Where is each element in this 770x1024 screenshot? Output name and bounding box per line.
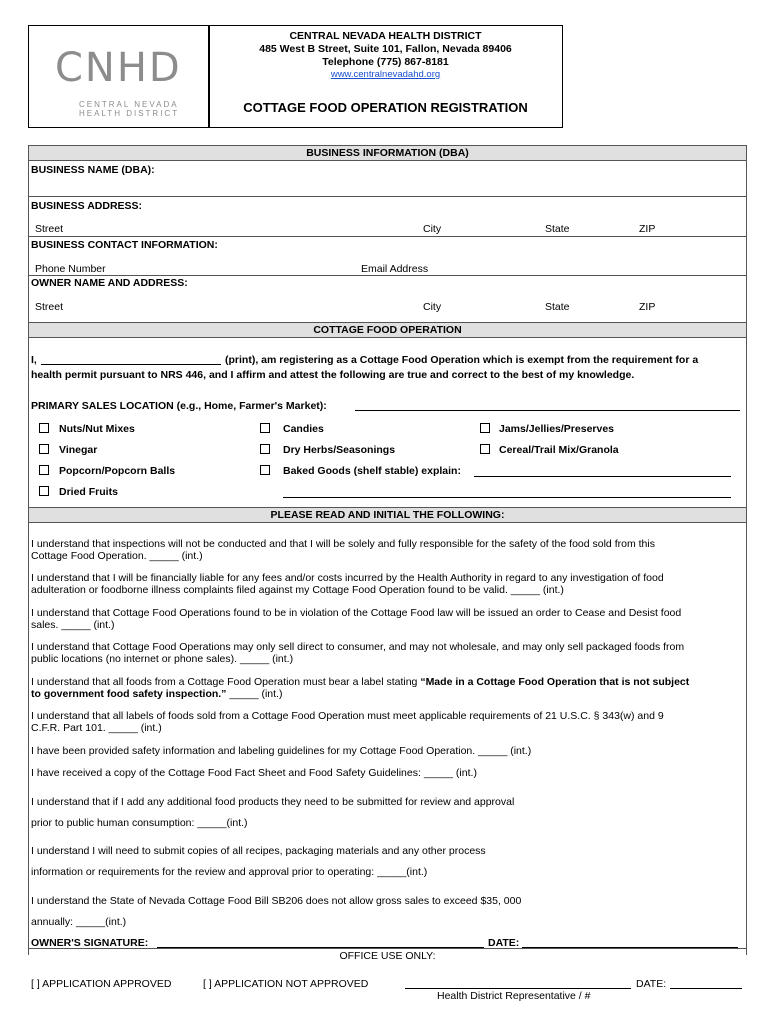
owner-signature-label: OWNER'S SIGNATURE: (31, 937, 149, 949)
cereal-label: Cereal/Trail Mix/Granola (499, 444, 619, 456)
attest-text: (print), am registering as a Cottage Food Operation which is exempt from the requirement for a (225, 354, 699, 366)
approved-option[interactable]: [ ] APPLICATION APPROVED (31, 978, 172, 990)
vinegar-checkbox[interactable] (39, 444, 49, 454)
frame-left (28, 145, 29, 955)
website-row (208, 69, 563, 81)
attest-text-2: health permit pursuant to NRS 446, and I affirm and attest the following are true and correct to the best of my knowledge. (31, 369, 635, 381)
statement-10a: I understand I will need to submit copies of all recipes, packaging materials and any other process (31, 845, 486, 857)
street-label: Street (35, 223, 64, 235)
statement-7: I have been provided safety information and labeling guidelines for my Cottage Food Operation. _____ (int.) (31, 745, 532, 757)
jams-checkbox[interactable] (480, 423, 490, 433)
herbs-label: Dry Herbs/Seasonings (283, 444, 396, 456)
frame-right (746, 145, 747, 955)
statement-3a: I understand that Cottage Food Operations found to be in violation of the Cottage Food law will be issued an order to Cease and Desist food (31, 607, 682, 619)
cereal-checkbox[interactable] (480, 444, 490, 454)
representative-line[interactable] (405, 988, 631, 989)
statement-11a: I understand the State of Nevada Cottage Food Bill SB206 does not allow gross sales to exceed $35, 000 (31, 895, 522, 907)
fruits-label: Dried Fruits (59, 486, 118, 498)
popcorn-checkbox[interactable] (39, 465, 49, 475)
divider (28, 948, 747, 949)
statement-5b (31, 688, 282, 700)
statement-4b: public locations (no internet or phone sales). _____ (int.) (31, 653, 294, 665)
jams-label: Jams/Jellies/Preserves (499, 423, 615, 435)
signature-date-label: DATE: (488, 937, 520, 949)
statement-2a: I understand that I will be financially liable for any fees and/or costs incurred by the Health Authority in regard to any investigation of food (31, 572, 664, 584)
owner-street-label: Street (35, 301, 64, 313)
candies-checkbox[interactable] (260, 423, 270, 433)
statement-2b: adulteration or foodborne illness complaints filed against my Cottage Food Operation found to be valid. _____ (int.) (31, 584, 564, 596)
state-label: State (545, 223, 570, 235)
form-title: COTTAGE FOOD OPERATION REGISTRATION (243, 100, 528, 115)
primary-location-label: PRIMARY SALES LOCATION (e.g., Home, Farmer's Market): (31, 400, 327, 412)
owner-state-label: State (545, 301, 570, 313)
initials-section-header: PLEASE READ AND INITIAL THE FOLLOWING: (28, 507, 747, 523)
phone-label: Phone Number (35, 263, 106, 275)
divider (28, 196, 747, 197)
office-date-line[interactable] (670, 988, 742, 989)
email-label: Email Address (361, 263, 429, 275)
statement-5a-quote: “Made in a Cottage Food Operation that is not subject (420, 676, 690, 688)
statement-5a-text: I understand that all foods from a Cottage Food Operation must bear a label stating (31, 676, 421, 688)
business-contact-label: BUSINESS CONTACT INFORMATION: (31, 239, 218, 251)
org-name: CENTRAL NEVADA HEALTH DISTRICT (289, 30, 482, 42)
candies-label: Candies (283, 423, 324, 435)
statement-8: I have received a copy of the Cottage Food Fact Sheet and Food Safety Guidelines: _____ (int.) (31, 767, 477, 779)
divider (28, 236, 747, 237)
business-section-header: BUSINESS INFORMATION (DBA) (28, 145, 747, 161)
popcorn-label: Popcorn/Popcorn Balls (59, 465, 176, 477)
logo-mark: CNHD (55, 45, 182, 91)
print-name-line[interactable] (41, 364, 221, 365)
owner-city-label: City (423, 301, 442, 313)
statement-10b: information or requirements for the review and approval prior to operating: _____(int.) (31, 866, 428, 878)
statement-9b: prior to public human consumption: _____(int.) (31, 817, 248, 829)
office-use-title: OFFICE USE ONLY: (339, 950, 436, 962)
statement-3b: sales. _____ (int.) (31, 619, 115, 631)
fruits-checkbox[interactable] (39, 486, 49, 496)
representative-caption: Health District Representative / # (437, 990, 591, 1002)
baked-label: Baked Goods (shelf stable) explain: (283, 465, 461, 477)
statement-5b-quote: to government food safety inspection.” (31, 688, 227, 700)
baked-explain-line[interactable] (474, 476, 731, 477)
website-link[interactable]: www.centralnevadahd.org (330, 69, 441, 80)
statement-9a: I understand that if I add any additional food products they need to be submitted for review and approval (31, 796, 515, 808)
statement-1a: I understand that inspections will not be conducted and that I will be solely and fully responsible for the safety of the food sold from this (31, 538, 655, 550)
statement-5b-text: _____ (int.) (226, 688, 283, 700)
vinegar-label: Vinegar (59, 444, 98, 456)
owner-label: OWNER NAME AND ADDRESS: (31, 277, 188, 289)
statement-4a: I understand that Cottage Food Operations may only sell direct to consumer, and may not wholesale, and may only sell packaged foods from (31, 641, 685, 653)
statement-6b: C.F.R. Part 101. _____ (int.) (31, 722, 162, 734)
logo-subtitle-1: CENTRAL NEVADA (79, 100, 179, 109)
statement-6a: I understand that all labels of foods sold from a Cottage Food Operation must meet applicable requirements of 21 U.S.C. § 343(w) and 9 (31, 710, 664, 722)
operation-section-header: COTTAGE FOOD OPERATION (28, 322, 747, 338)
not-approved-option[interactable]: [ ] APPLICATION NOT APPROVED (203, 978, 369, 990)
baked-explain-line-2[interactable] (283, 497, 731, 498)
primary-location-line[interactable] (355, 410, 740, 411)
baked-checkbox[interactable] (260, 465, 270, 475)
nuts-checkbox[interactable] (39, 423, 49, 433)
herbs-checkbox[interactable] (260, 444, 270, 454)
zip-label: ZIP (639, 223, 656, 235)
logo-subtitle-2: HEALTH DISTRICT (79, 109, 180, 118)
nuts-label: Nuts/Nut Mixes (59, 423, 135, 435)
owner-zip-label: ZIP (639, 301, 656, 313)
statement-11b: annually: _____(int.) (31, 916, 127, 928)
divider (28, 275, 747, 276)
attest-i: I, (31, 354, 37, 366)
office-date-label: DATE: (636, 978, 667, 990)
business-address-label: BUSINESS ADDRESS: (31, 200, 143, 212)
business-name-label: BUSINESS NAME (DBA): (31, 164, 155, 176)
statement-1b: Cottage Food Operation. _____ (int.) (31, 550, 203, 562)
city-label: City (423, 223, 442, 235)
org-address: 485 West B Street, Suite 101, Fallon, Nevada 89406 (259, 43, 512, 55)
org-phone: Telephone (775) 867-8181 (322, 56, 449, 68)
statement-5a (31, 676, 689, 688)
